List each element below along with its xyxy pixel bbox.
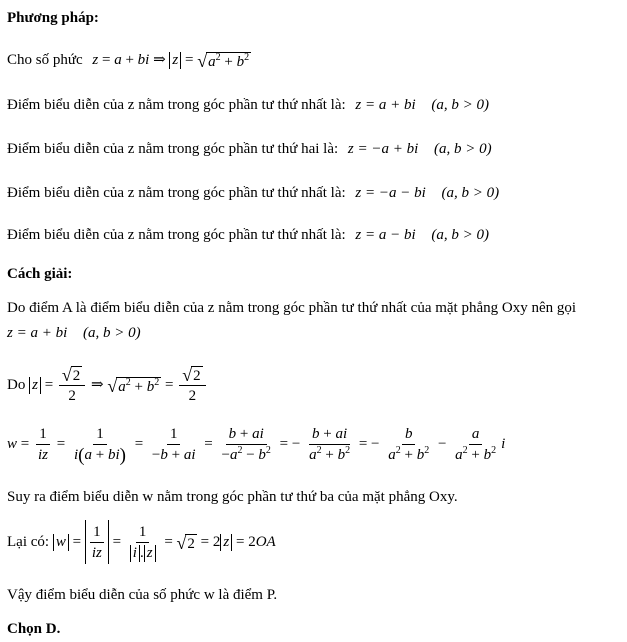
quadrant-line-1 (7, 95, 489, 115)
quadrant-3-formula: z = −a − bi (355, 185, 426, 201)
modulus-given-line: Do z = √ 2 2 ⇒ √ $a^2 + b^2$ = √ 2 2 (7, 363, 208, 407)
answer: Chọn D. (7, 621, 61, 637)
quadrant-4-cond: (a, b > 0) (431, 227, 490, 243)
solution-para1: Do điểm A là điểm biểu diễn của z nằm trong góc phần tư thứ nhất của mặt phẳng Oxy nên gọi (7, 300, 577, 316)
quadrant-1-cond: (a, b > 0) (431, 97, 490, 113)
method-intro (7, 50, 251, 71)
quadrant-2-text: Điểm biểu diễn của z nằm trong góc phần tư thứ hai là: (7, 141, 339, 157)
para1-cond: (a, b > 0) (83, 325, 141, 341)
quadrant-1-text: Điểm biểu diễn của z nằm trong góc phần tư thứ nhất là: (7, 97, 346, 113)
solution-para1-formula-line (7, 323, 141, 343)
quadrant-2-formula: z = −a + bi (347, 141, 419, 157)
solution-heading: Cách giải: (7, 266, 73, 282)
quadrant-1-formula: z = a + bi (355, 97, 416, 113)
quadrant-4-formula: z = a − bi (355, 227, 416, 243)
quadrant-conclusion: Suy ra điểm biểu diễn w nằm trong góc phần tư thứ ba của mặt phẳng Oxy. (7, 489, 458, 505)
quadrant-4-text: Điểm biểu diễn của z nằm trong góc phần tư thứ nhất là: (7, 227, 346, 243)
quadrant-line-2 (7, 139, 492, 159)
quadrant-3-cond: (a, b > 0) (441, 185, 500, 201)
method-intro-text: Cho số phức (7, 52, 83, 68)
w-formula-line: w = $\frac{1}{iz}$ = $\frac{1}{i(a + bi)}$ = $\frac{1}{-b + ai}$ = $\frac{b + ai}{-a^2 - b^2}$ = − $\frac{b + ai}{a^2 + b^2}$ = − $\frac{b}{a^2 + b^2}$ − $\frac{a}{a^2 + b^2}$ i (7, 425, 506, 466)
method-heading: Phương pháp: (7, 10, 99, 26)
lai-co-label: Lại có: (7, 534, 50, 550)
para1-formula: z = a + bi (7, 325, 68, 341)
modulus-formula: z = a + bi ⇒ z = √ $a^2 + b^2$ (92, 50, 250, 71)
w-modulus-line: Lại có: w = $\frac{1}{iz}$ = $\frac{1}{i . z}$ = √ 2 = 2 z = 2OA (7, 520, 276, 564)
quadrant-line-4 (7, 225, 489, 245)
final-text: Vậy điểm biểu diễn của số phức w là điểm P. (7, 587, 278, 603)
quadrant-line-3 (7, 183, 499, 203)
quadrant-2-cond: (a, b > 0) (434, 141, 492, 157)
do-label: Do (7, 377, 26, 393)
quadrant-3-text: Điểm biểu diễn của z nằm trong góc phần tư thứ nhất là: (7, 185, 346, 201)
